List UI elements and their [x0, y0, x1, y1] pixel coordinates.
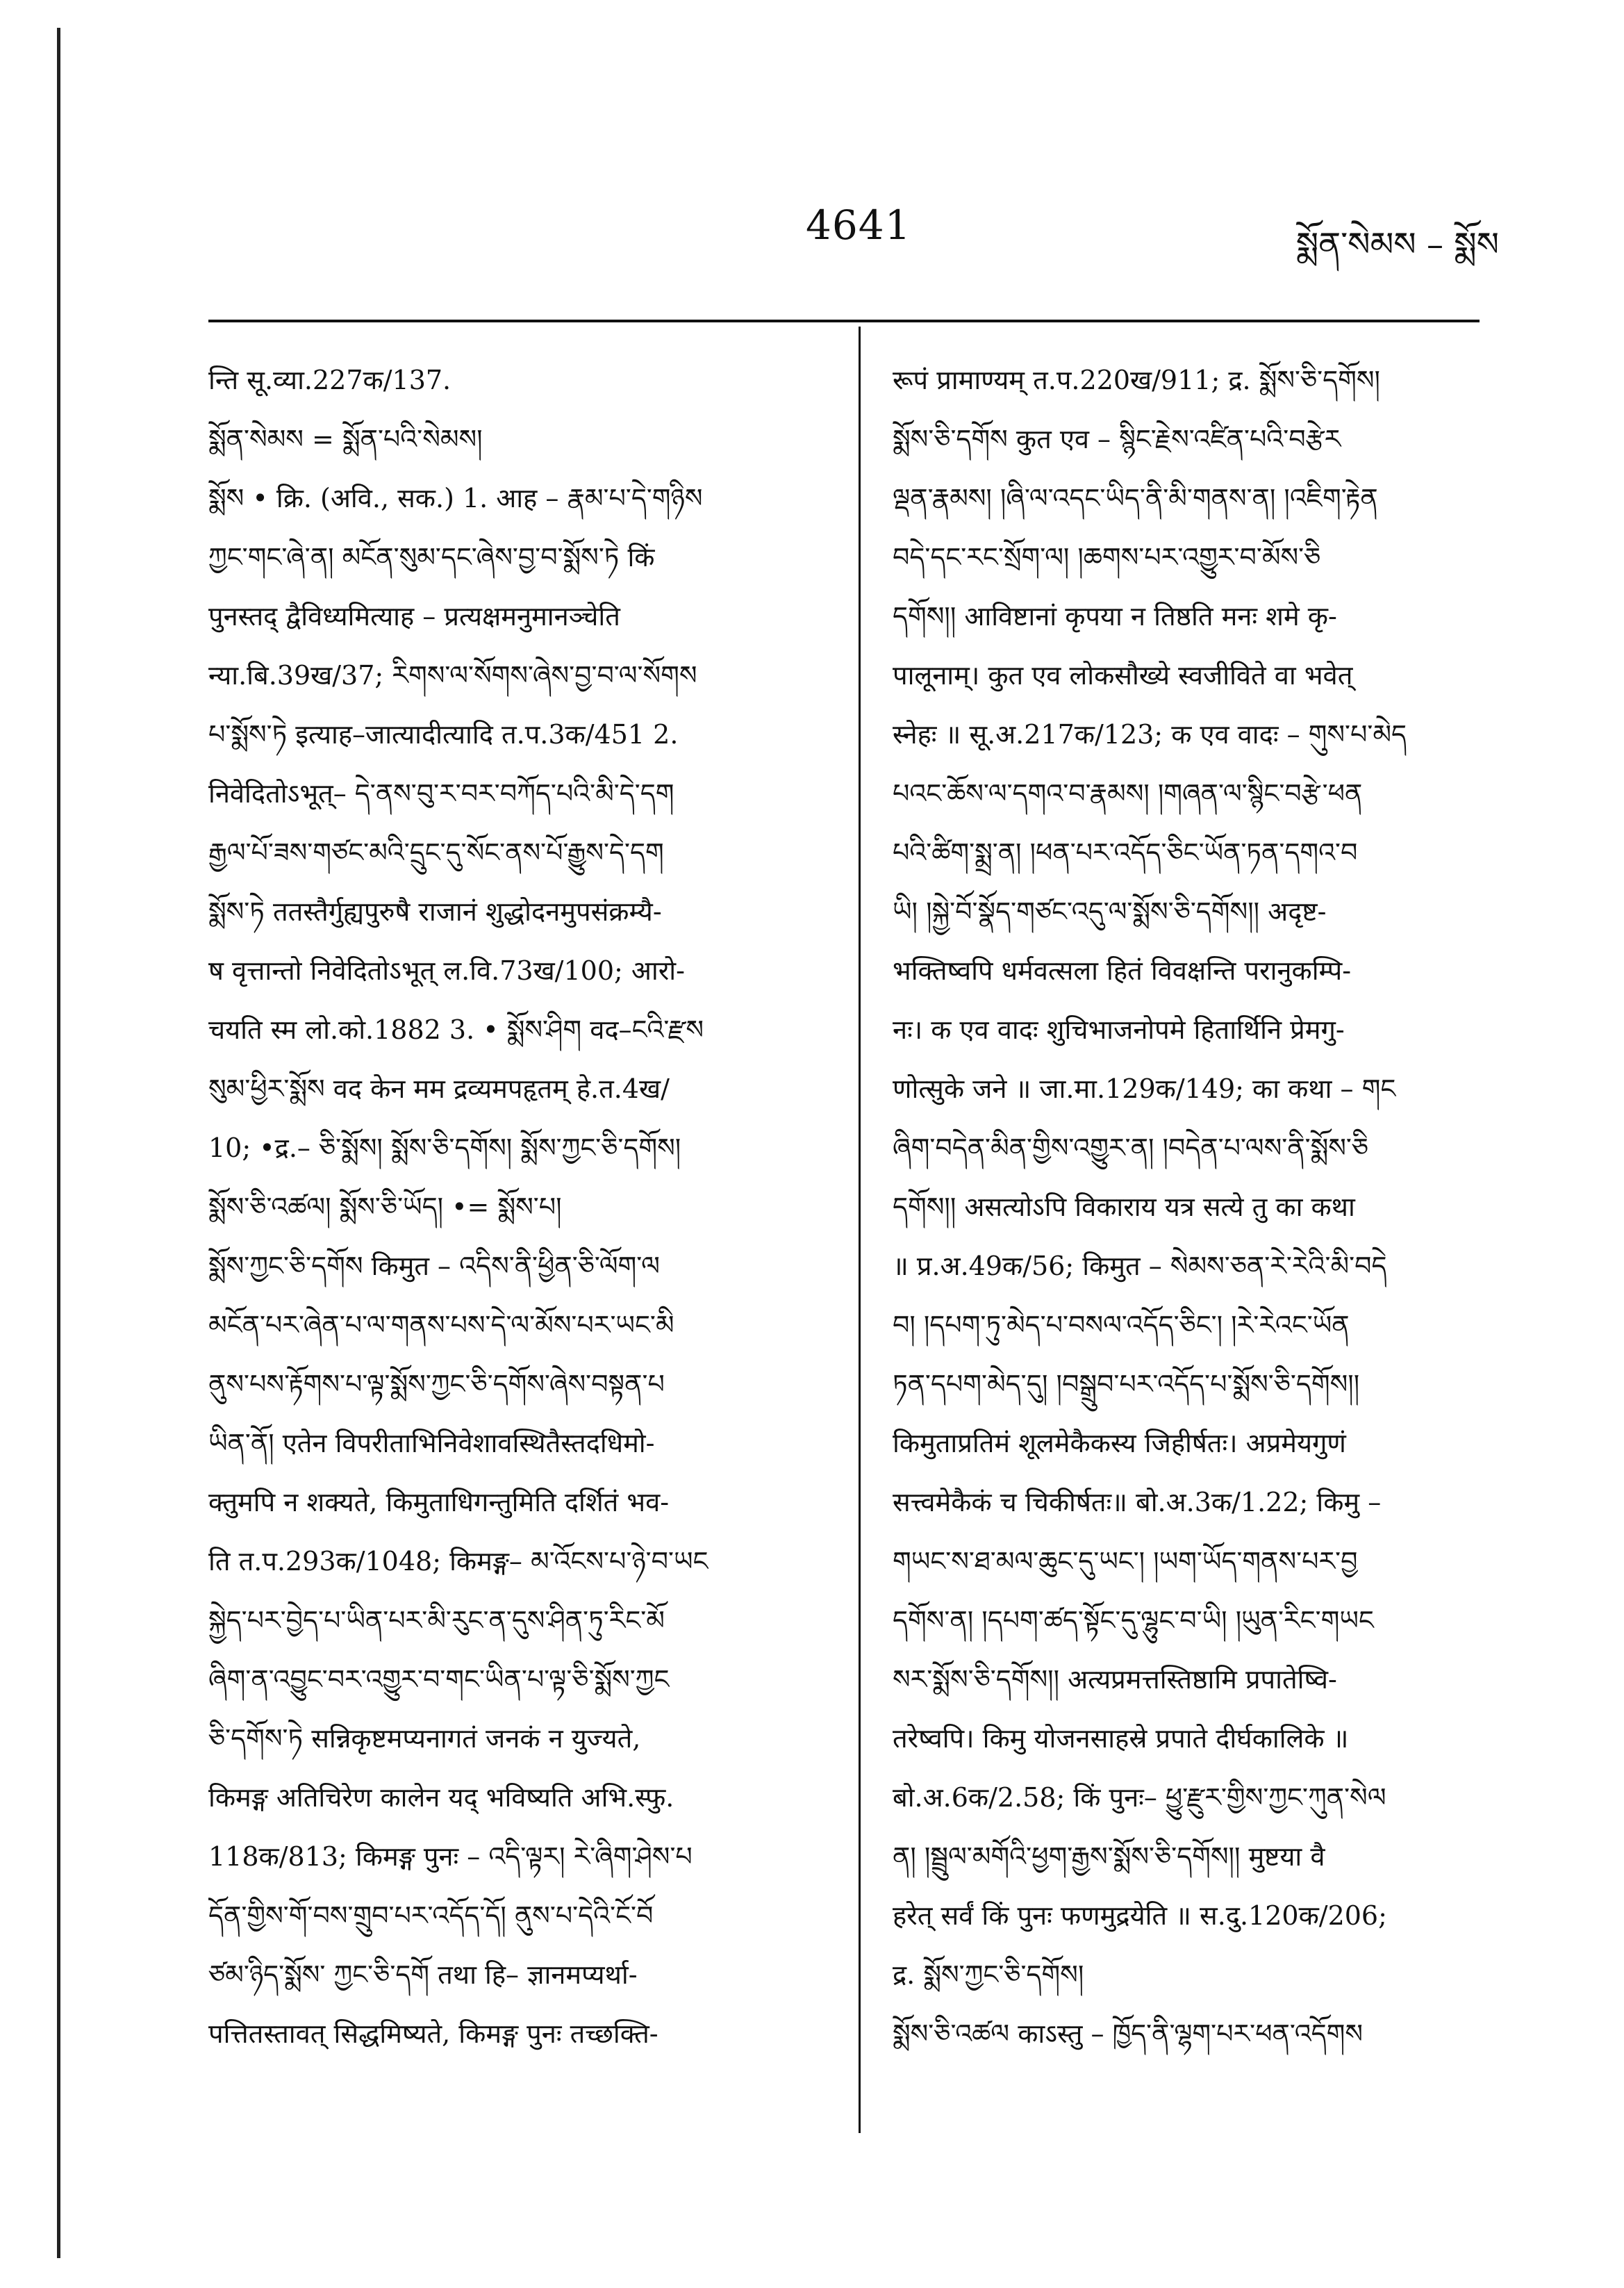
text-line: न्या.बि.39ख/37; རིགས་ལ་སོགས་ཞེས་བྱ་བ་ལ་སོགས: [208, 660, 697, 691]
text-line: ནུས་པས་རྟོགས་པ་ལྟ་སྨོས་ཀྱང་ཅི་དགོས་ཞེས་བསྟན་པ: [208, 1369, 665, 1399]
text-line: तरेष्वपि। किमु योजनसाहस्रे प्रपाते दीर्घकालिके ॥: [893, 1723, 1349, 1754]
text-line: དགོས་ན། །དཔག་ཚད་སྟོང་དུ་ལྷུང་བ་ཡི། །ཡུན་རིང་གཡང: [893, 1605, 1374, 1636]
text-line: बो.अ.6क/2.58; किं पुनः– ཕྱུ་རྫུར་གྱིས་ཀྱང་ཀུན་སེལ: [893, 1782, 1386, 1813]
text-line: ལྡན་རྣམས། །ཞི་ལ་འདང་ཡིད་ནི་མི་གནས་ན། །འཇིག་རྟེན: [893, 483, 1378, 513]
text-line: नः। क एव वादः शुचिभाजनोपमे हितार्थिनि प्रेमगु-: [893, 1014, 1345, 1045]
text-line: རྒྱལ་པོ་ཟས་གཙང་མའི་དྲུང་དུ་སོང་ནས་པོ་རྒྱུས་དེ་དག: [208, 837, 664, 868]
page-edge-mark: [57, 28, 60, 2258]
text-line: སྨོན་སེམས = སྨོན་པའི་སེམས།: [208, 424, 483, 454]
text-line: सत्त्वमेकैकं च चिकीर्षतः॥ बो.अ.3क/1.22; किमु –: [893, 1487, 1382, 1517]
text-line: སྨོས་ཅི་འཚལ काऽस्तु – ཁྱོད་ནི་ལྷག་པར་ཕན་འདོགས: [893, 2018, 1364, 2049]
text-line: ཙམ་ཉིད་སྨོས་ ཀྱང་ཅི་དགོ तथा हि– ज्ञानमप्यर्था-: [208, 1959, 638, 1990]
text-line: पालूनाम्। कुत एव लोकसौख्ये स्वजीविते वा भवेत्: [893, 660, 1353, 691]
text-line: ཞིག་ན་འབྱུང་བར་འགྱུར་བ་གང་ཡིན་པ་ལྟ་ཅི་སྨོས་ཀྱང: [208, 1664, 670, 1695]
text-line: སྐྱེད་པར་བྱེད་པ་ཡིན་པར་མི་རུང་ན་དུས་ཤིན་ཏུ་རིང་མོ: [208, 1605, 665, 1636]
text-line: 10; •द्र.– ཅི་སྨོས། སྨོས་ཅི་དགོས། སྨོས་ཀྱང་ཅི་དགོས།: [208, 1133, 681, 1163]
header-rule: [208, 320, 1480, 322]
text-line: किमुताप्रतिमं शूलमेकैकस्य जिहीर्षतः। अप्रमेयगुणं: [893, 1428, 1346, 1458]
text-line: དགོས།། आविष्टानां कृपया न तिष्ठति मनः शमे कृ-: [893, 601, 1337, 632]
text-line: དགོས།། असत्योऽपि विकाराय यत्र सत्ये तु का कथा: [893, 1192, 1355, 1222]
text-line: སར་སྨོས་ཅི་དགོས།། अत्यप्रमत्तस्तिष्ठामि प्रपातेष्वि-: [893, 1664, 1337, 1695]
text-line: སྨོས • क्रि. (अवि., सक.) 1. आह – རྣམ་པ་དེ་གཉིས: [208, 483, 703, 513]
text-line: སྨོས་ཅི་དགོས कुत एव – སྙིང་རྗེས་འཛིན་པའི་བརྩེར: [893, 424, 1341, 454]
text-line: रूपं प्रामाण्यम् त.प.220ख/911; द्र. སྨོས་ཅི་དགོས།: [893, 365, 1380, 395]
text-line: ན། །སྦྲུལ་མགོའི་ཕྱག་རྒྱས་སྨོས་ཅི་དགོས།། मुष्टया वै: [893, 1841, 1325, 1872]
text-line: किमङ्ग अतिचिरेण कालेन यद् भविष्यति अभि.स्फु.: [208, 1782, 674, 1813]
text-line: स्नेहः ॥ सू.अ.217क/123; क एव वादः – གུས་པ་མེད: [893, 719, 1407, 750]
text-line: ष वृत्तान्तो निवेदितोऽभूत् ल.वि.73ख/100; आरो-: [208, 955, 685, 986]
text-line: མངོན་པར་ཞེན་པ་ལ་གནས་པས་དེ་ལ་མོས་པར་ཡང་མི: [208, 1310, 674, 1340]
text-line: चयति स्म लो.को.1882 3. • སྨོས་ཤིག वद–ངའི་རྫས: [208, 1014, 704, 1045]
text-line: ཅི་དགོས་ཏེ सन्निकृष्टमप्यनागतं जनकं न युज्यते,: [208, 1723, 641, 1754]
text-line: སུམ་ཕྱིར་སྨོས वद केन मम द्रव्यमपहृतम् हे.त.4ख/: [208, 1073, 670, 1104]
text-line: द्र. སྨོས་ཀྱང་ཅི་དགོས།: [893, 1959, 1084, 1990]
right-column: [893, 351, 1497, 2064]
text-line: ཡིན་ནོ། एतेन विपरीताभिनिवेशावस्थितैस्तदधिमो-: [208, 1428, 655, 1458]
text-line: ཏན་དཔག་མེད་དུ། །བསྒྲུབ་པར་འདོད་པ་སྨོས་ཅི་དགོས།།: [893, 1369, 1360, 1399]
text-line: ཞིག་བདེན་མིན་གྱིས་འགྱུར་ན། །བདེན་པ་ལས་ནི་སྨོས་ཅི: [893, 1133, 1369, 1163]
text-line: निवेदितोऽभूत्– དེ་ནས་བུ་ར་བར་བཀོད་པའི་མི་དེ་དག: [208, 778, 674, 809]
text-line: དོན་གྱིས་གོ་བས་གྲུབ་པར་འདོད་དོ། ནུས་པ་དེའི་ངོ་བོ: [208, 1900, 654, 1931]
text-line: པའང་ཆོས་ལ་དགའ་བ་རྣམས། །གཞན་ལ་སྙིང་བརྩེ་ཕན: [893, 778, 1363, 809]
text-line: हरेत् सर्वं किं पुनः फणमुद्रयेति ॥ स.दु.120क/206;: [893, 1900, 1387, 1931]
text-line: སྨོས་ཀྱང་ཅི་དགོས किमुत – འདིས་ནི་ཕྱིན་ཅི་ལོག་ལ: [208, 1251, 660, 1281]
text-line: སྨོས་ཅི་འཚལ། སྨོས་ཅི་ཡོད། •= སྨོས་པ།: [208, 1192, 562, 1222]
column-divider: [859, 327, 861, 2133]
text-line: णोत्सुके जने ॥ जा.मा.129क/149; का कथा – གང: [893, 1073, 1396, 1104]
running-head: སྨོན་སེམས – སྨོས: [1295, 225, 1499, 264]
text-line: न्ति सू.व्या.227क/137.: [208, 365, 451, 395]
text-line: བདེ་དང་རང་སྲོག་ལ། །ཆགས་པར་འགྱུར་བ་མོས་ཅི: [893, 542, 1321, 573]
text-line: भक्तिष्वपि धर्मवत्सला हितं विवक्षन्ति परानुकम्पि-: [893, 955, 1352, 986]
text-line: ॥ प्र.अ.49क/56; किमुत – སེམས་ཅན་རེ་རེའི་མི་བདེ: [893, 1251, 1387, 1281]
text-line: པ་སྨོས་ཏེ इत्याह–जात्यादीत्यादि त.प.3क/451 2.: [208, 719, 679, 750]
text-line: ति त.प.293क/1048; किमङ्ग– མ་འོངས་པ་ཉེ་བ་ཡང: [208, 1546, 709, 1577]
text-line: 118क/813; किमङ्ग पुनः – འདི་ལྟར། རེ་ཞིག་ཤེས་པ: [208, 1841, 693, 1872]
text-line: ཀྱང་གང་ཞེ་ན། མངོན་སུམ་དང་ཞེས་བྱ་བ་སྨོས་ཏེ किं: [208, 542, 655, 573]
text-line: पत्तितस्तावत् सिद्धमिष्यते, किमङ्ग पुनः तच्छक्ति-: [208, 2018, 658, 2049]
text-line: པའི་ཚིག་སྨྲ་ན། །ཕན་པར་འདོད་ཅིང་ཡོན་ཏན་དགའ་བ: [893, 837, 1358, 868]
text-line: སྨོས་ཏེ ततस्तैर्गुह्यपुरुषै राजानं शुद्धोदनमुपसंक्रम्यै-: [208, 896, 662, 927]
page-number: 4641: [806, 201, 911, 249]
text-line: བ། །དཔག་ཏུ་མེད་པ་བསལ་འདོད་ཅིང་། །རེ་རེའང་ཡོན: [893, 1310, 1350, 1340]
text-line: གཡང་ས་ཐ་མལ་ཆུང་དུ་ཡང་། །ཡག་ཡོད་གནས་པར་བྱ: [893, 1546, 1358, 1577]
text-line: पुनस्तद् द्वैविध्यमित्याह – प्रत्यक्षमनुमानञ्चेति: [208, 601, 620, 632]
text-line: ཡི། །སྐྱེ་བོ་སྣོད་གཙང་འདུ་ལ་སྨོས་ཅི་དགོས།། अदृष्ट-: [893, 896, 1327, 927]
text-line: क्तुमपि न शक्यते, किमुताधिगन्तुमिति दर्शितं भव-: [208, 1487, 670, 1517]
left-column: [208, 351, 834, 2064]
